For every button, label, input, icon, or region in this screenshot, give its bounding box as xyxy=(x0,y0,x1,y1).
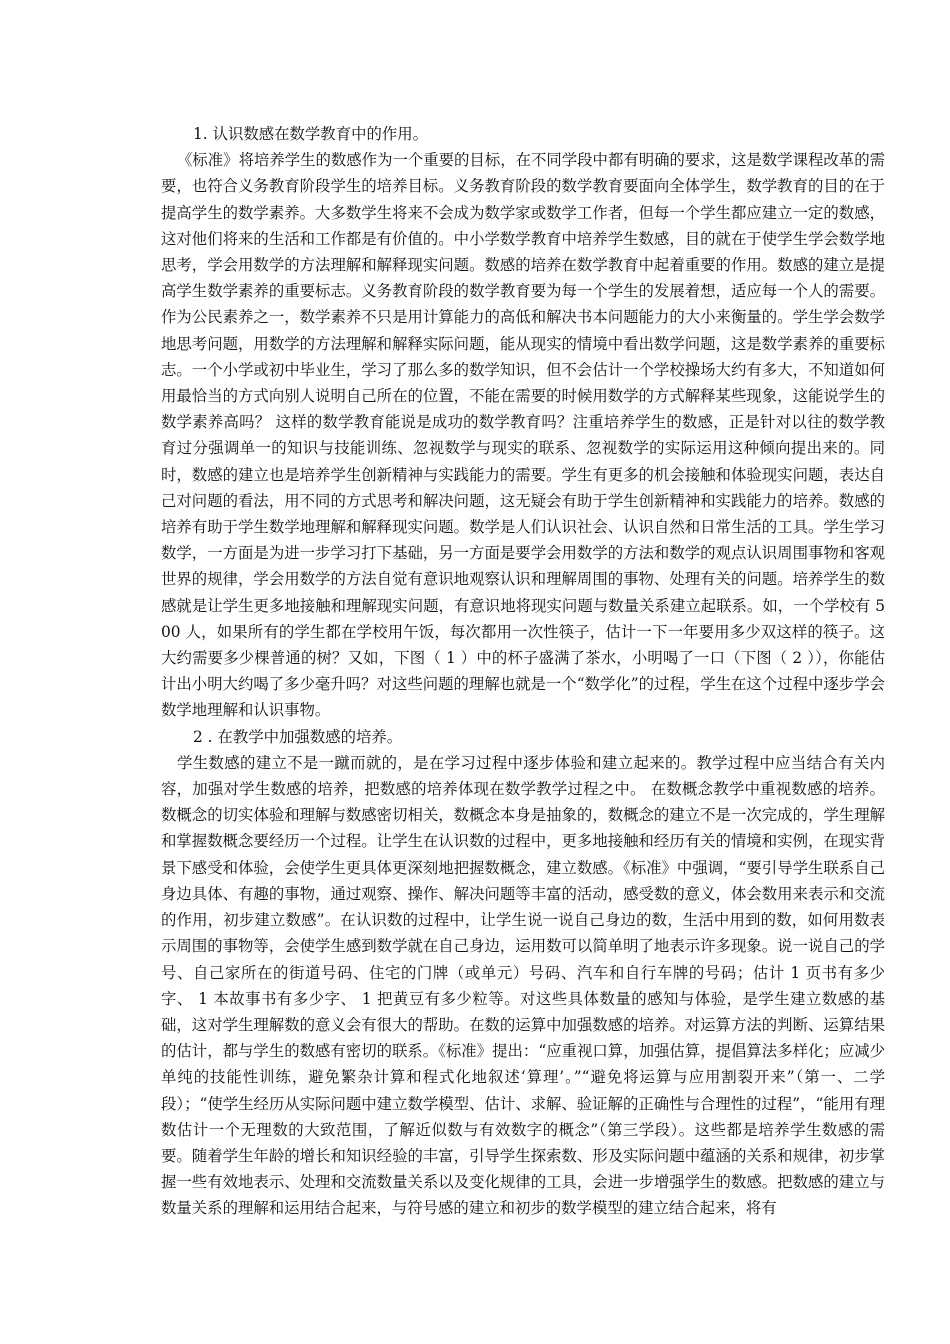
section-1-body: 《标准》将培养学生的数感作为一个重要的目标，在不同学段中都有明确的要求，这是数学课程改革的需要，也符合义务教育阶段学生的培养目标。义务教育阶段的数学教育要面向全体学生，数学教育的目的在于提高学生的数学素养。大多数学生将来不会成为数学家或数学工作者，但每一个学生都应建立一定的数感，这对他们将来的生活和工作都是有价值的。中小学数学教育中培养学生数感，目的就在于使学生学会数学地思考，学会用数学的方法理解和解释现实问题。数感的培养在数学教育中起着重要的作用。数感的建立是提高学生数学素养的重要标志。义务教育阶段的数学教育要为每一个学生的发展着想，适应每一个人的需要。作为公民素养之一，数学素养不只是用计算能力的高低和解决书本问题能力的大小来衡量的。学生学会数学地思考问题，用数学的方法理解和解释实际问题，能从现实的情境中看出数学问题，这是数学素养的重要标志。一个小学或初中毕业生，学习了那么多的数学知识，但不会估计一个学校操场大约有多大，不知道如何用最恰当的方式向别人说明自己所在的位置，不能在需要的时候用数学的方式解释某些现象，这能说学生的数学素养高吗？ 这样的数学教育能说是成功的数学教育吗？注重培养学生的数感，正是针对以往的数学教育过分强调单一的知识与技能训练、忽视数学与现实的联系、忽视数学的实际运用这种倾向提出来的。同时，数感的建立也是培养学生创新精神与实践能力的需要。学生有更多的机会接触和体验现实问题，表达自己对问题的看法，用不同的方式思考和解决问题，这无疑会有助于学生创新精神和实践能力的培养。数感的培养有助于学生数学地理解和解释现实问题。数学是人们认识社会、认识自然和日常生活的工具。学生学习数学，一方面是为进一步学习打下基础，另一方面是要学会用数学的方法和数学的观点认识周围事物和客观世界的规律，学会用数学的方法自觉有意识地观察认识和理解周围的事物、处理有关的问题。培养学生的数感就是让学生更多地接触和理解现实问题，有意识地将现实问题与数量关系建立起联系。如，一个学校有 500 人，如果所有的学生都在学校用午饭，每次都用一次性筷子，估计一下一年要用多少双这样的筷子。这大约需要多少棵普通的树？又如，下图（ 1 ）中的杯子盛满了茶水，小明喝了一口（下图（ 2 ）），你能估计出小明大约喝了多少毫升吗？对这些问题的理解也就是一个“数学化”的过程，学生在这个过程中逐步学会数学地理解和认识事物。 xyxy=(161,151,885,720)
document-content xyxy=(161,121,885,1222)
section-2-body: 学生数感的建立不是一蹴而就的，是在学习过程中逐步体验和建立起来的。教学过程中应当结合有关内容，加强对学生数感的培养，把数感的培养体现在数学教学过程之中。 在数概念教学中重视数感的培养。数概念的切实体验和理解与数感密切相关，数概念本身是抽象的，数概念的建立不是一次完成的，学生理解和掌握数概念要经历一个过程。让学生在认识数的过程中，更多地接触和经历有关的情境和实例，在现实背景下感受和体验，会使学生更具体更深刻地把握数概念，建立数感。《标准》中强调，“要引导学生联系自己身边具体、有趣的事物，通过观察、操作、解决问题等丰富的活动，感受数的意义，体会数用来表示和交流的作用，初步建立数感”。在认识数的过程中，让学生说一说自己身边的数，生活中用到的数，如何用数表示周围的事物等，会使学生感到数学就在自己身边，运用数可以简单明了地表示许多现象。说一说自己的学号、自己家所在的街道号码、住宅的门牌（或单元）号码、汽车和自行车牌的号码；估计 1 页书有多少字、 1 本故事书有多少字、 1 把黄豆有多少粒等。对这些具体数量的感知与体验，是学生建立数感的基础，这对学生理解数的意义会有很大的帮助。在数的运算中加强数感的培养。对运算方法的判断、运算结果的估计，都与学生的数感有密切的联系。《标准》提出：“应重视口算，加强估算，提倡算法多样化；应减少单纯的技能性训练，避免繁杂计算和程式化地叙述‘算理’。”“避免将运算与应用割裂开来”（第一、二学段）；“使学生经历从实际问题中建立数学模型、估计、求解、验证解的正确性与合理性的过程”，“能用有理数估计一个无理数的大致范围，了解近似数与有效数字的概念”（第三学段）。这些都是培养学生数感的需要。随着学生年龄的增长和知识经验的丰富，引导学生探索数、形及实际问题中蕴涵的关系和规律，初步掌握一些有效地表示、处理和交流数量关系以及变化规律的工具，会进一步增强学生的数感。把数感的建立与数量关系的理解和运用结合起来，与符号感的建立和初步的数学模型的建立结合起来，将有 xyxy=(161,753,885,1218)
section-1-heading: 1. 认识数感在数学教育中的作用。 xyxy=(193,125,429,143)
section-2-heading: 2 . 在教学中加强数感的培养。 xyxy=(193,727,403,746)
